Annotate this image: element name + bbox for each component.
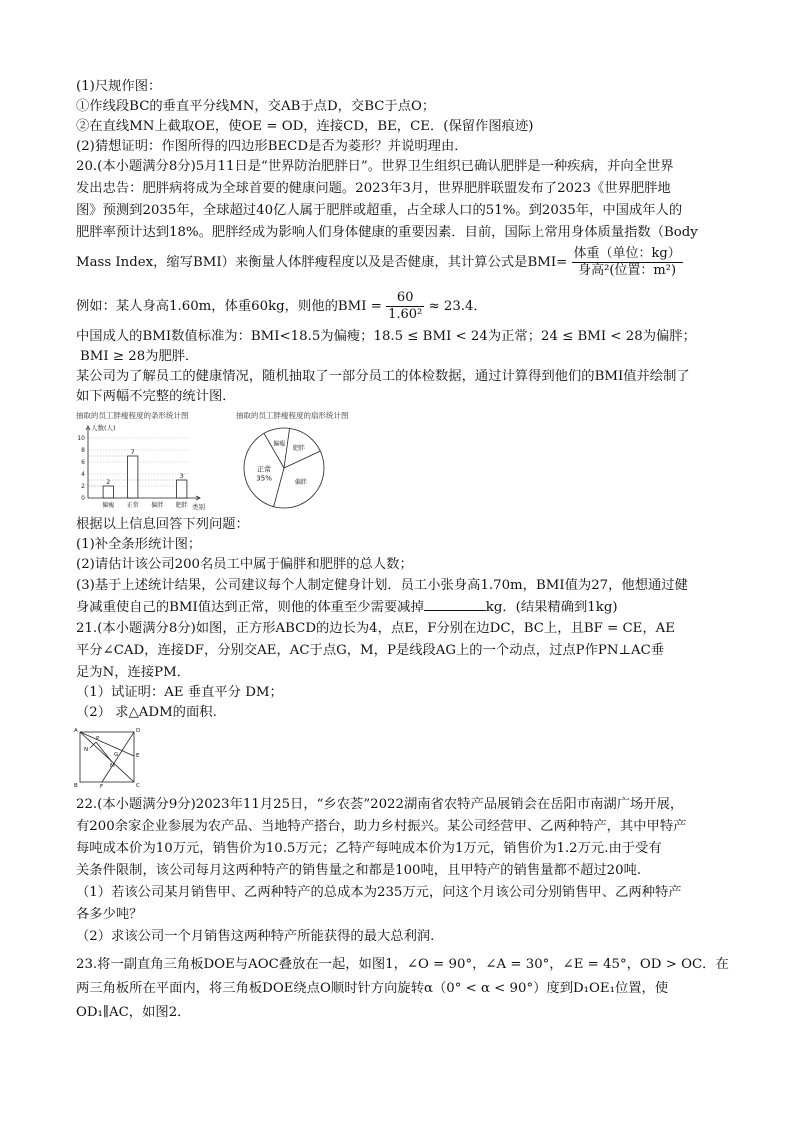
bar-x-axis-label: 类别 [192, 503, 205, 511]
q20-q3-text: 身减重使自己的BMI值达到正常，则他的体重至少需要减掉 [76, 600, 424, 615]
q21-part1: （1）试证明：AE 垂直平分 DM； [76, 685, 283, 700]
point-label-c: C [136, 783, 140, 788]
pie-slice-label: 偏胖 [294, 479, 307, 487]
point-label-d: D [136, 728, 141, 734]
q22-line3: 每吨成本价为10万元，销售价为10.5万元；乙特产每吨成本价为1万元，销售价为1.2万元.由于受有 [76, 841, 662, 856]
q21-line3: 足为N，连接PM． [76, 665, 190, 680]
q20-bmi-formula [76, 246, 683, 279]
bmi-fraction-denominator: 身高²(位置：m²) [578, 263, 677, 278]
bar-category-label: 肥胖 [175, 502, 188, 509]
q20-questions: 根据以上信息回答下列问题： [76, 517, 249, 532]
q22-part2: （2）求该公司一个月销售这两种特产所能获得的最大总利润. [76, 929, 435, 944]
q21-line2: 平分∠CAD，连接DF，分别交AE，AC于点G，M，P是线段AG上的一个动点，过点P作PN⊥AC垂 [76, 643, 665, 658]
bar-1 [128, 456, 138, 498]
point-label-b: B [74, 783, 78, 788]
bar-chart [76, 420, 216, 515]
q19-part1: (1)尺规作图： [76, 79, 162, 94]
q20-q3: (3)基于上述统计结果，公司建议每个人制定健身计划．员工小张身高1.70m，BMI值为27，他想通过健 [76, 578, 688, 593]
q22-line1: 22.(本小题满分9分)2023年11月25日，“乡农荟”2022湖南省农特产品展销会在岳阳市南湖广场开展， [76, 797, 684, 812]
bar-chart-caption: 抽取的员工胖瘦程度的条形统计图 [76, 411, 189, 420]
q21-part2: （2） 求△ADM的面积. [76, 705, 217, 720]
bar-value-label: 2 [106, 478, 111, 486]
point-label-e: E [136, 753, 140, 759]
q20-standard: 中国成人的BMI数值标准为：BMI<18.5为偏瘦；18.5 ≤ BMI < 24为正常；24 ≤ BMI < 28为偏胖； [76, 329, 696, 344]
q19-part2: (2)猜想证明：作图所得的四边形BECD是否为菱形？并说明理由． [76, 139, 468, 154]
q20-example-result: ≈ 23.4． [428, 299, 487, 314]
q22-part1: （1）若该公司某月销售甲、乙两种特产的总成本为235万元，问这个月该公司分别销售甲、乙两种特产 [76, 885, 682, 900]
q20-survey: 某公司为了解员工的健康情况，随机抽取了一部分员工的体检数据，通过计算得到他们的BMI值并绘制了 [76, 369, 690, 384]
pie-slice-label: 肥胖 [292, 445, 305, 453]
q20-standard-2: BMI ≥ 28为肥胖． [80, 349, 199, 364]
q20-line3: 图》预测到2035年，全球超过40亿人属于肥胖或超重，占全球人口的51%。到2035年，中国成年人的 [76, 203, 683, 218]
bar-category-label: 偏瘦 [102, 502, 115, 509]
q20-line2: 发出忠告：肥胖病将成为全球首要的健康问题。2023年3月，世界肥胖联盟发布了2023《世界肥胖地 [76, 181, 671, 196]
point-label-f: F [100, 784, 104, 788]
q21-line1: 21.(本小题满分8分)如图，正方形ABCD的边长为4，点E，F分别在边DC，BC上，且BF = CE，AE [76, 621, 675, 636]
pie-percent-label: 35% [256, 474, 272, 483]
point-label-m: M [110, 763, 115, 769]
q19-step1: ①作线段BC的垂直平分线MN，交AB于点D，交BC于点O； [76, 99, 436, 114]
q23-line3: OD₁∥AC，如图2． [76, 1005, 191, 1020]
q20-q2: (2)请估计该公司200名员工中属于偏胖和肥胖的总人数； [76, 557, 413, 572]
bar-y-tick-label: 6 [81, 459, 85, 466]
pie-chart-caption: 抽取的员工胖瘦程度的扇形统计图 [236, 411, 349, 420]
example-fraction-numerator: 60 [386, 290, 424, 307]
bmi-fraction-numerator: 体重（单位：kg） [573, 246, 681, 261]
bar-y-tick-label: 10 [77, 435, 85, 442]
q20-q3-unit: kg．(结果精确到1kg) [485, 600, 618, 615]
pie-slice-label: 正常 [257, 465, 272, 474]
bar-y-axis-label: 人数(人) [91, 424, 116, 432]
q20-line1: 20.(本小题满分8分)5月11日是“世界防治肥胖日”。世界卫生组织已确认肥胖是一种疾病，并向全世界 [76, 159, 674, 174]
example-fraction-denominator: 1.60² [388, 307, 423, 322]
point-label-p: P [96, 736, 100, 742]
bmi-fraction [572, 246, 683, 279]
bar-category-label: 正常 [126, 502, 139, 509]
q20-survey-2: 如下两幅不完整的统计图． [76, 389, 236, 404]
q23-line2: 两三角板所在平面内，将三角板DOE绕点O顺时针方向旋转α（0° < α < 90°）度到D₁OE₁位置，使 [76, 981, 669, 996]
q22-part1-2: 各多少吨？ [76, 907, 143, 922]
bar-y-tick-label: 2 [81, 483, 85, 490]
q20-example-text: 例如：某人身高1.60m，体重60kg，则他的BMI = [76, 299, 382, 314]
bar-3 [177, 480, 187, 498]
square-geometry-figure [74, 726, 146, 788]
point-label-g: G [114, 752, 119, 758]
bar-0 [103, 486, 113, 498]
bar-value-label: 3 [179, 472, 184, 480]
q22-line2: 有200余家企业参展为农产品、当地特产搭台，助力乡村振兴。某公司经营甲、乙两种特产，其中甲特产 [76, 819, 687, 834]
pie-chart [240, 424, 330, 512]
bar-y-tick-label: 4 [81, 471, 85, 478]
bar-category-label: 偏胖 [151, 502, 164, 509]
q20-line4: 肥胖率预计达到18%。肥胖经成为影响人们身体健康的重要因素．目前，国际上常用身体质量指数（Body [76, 225, 698, 240]
q20-q1: (1)补全条形统计图； [76, 537, 202, 552]
point-label-n: N [84, 747, 89, 753]
example-fraction [386, 290, 424, 323]
bar-value-label: 7 [130, 448, 135, 456]
q20-formula-text: Mass Index，缩写BMI）来衡量人体胖瘦程度以及是否健康，其计算公式是BMI= [76, 255, 568, 270]
q19-step2: ②在直线MN上截取OE，使OE = OD，连接CD，BE，CE．(保留作图痕迹) [76, 119, 534, 134]
q20-q3-2 [76, 598, 618, 617]
bar-y-tick-label: 0 [81, 495, 85, 502]
q23-line1: 23.将一副直角三角板DOE与AOC叠放在一起，如图1，∠O = 90°，∠A = 30°，∠E = 45°，OD > OC．在 [76, 957, 729, 972]
pie-slice-label: 偏瘦 [273, 440, 286, 448]
q22-line4: 关条件限制，该公司每月这两种特产的销售量之和都是100吨，且甲特产的销售量都不超过20吨. [76, 863, 642, 878]
answer-blank [424, 598, 486, 611]
bar-y-tick-label: 8 [81, 447, 85, 454]
point-label-a: A [74, 728, 78, 734]
q20-example [76, 290, 487, 323]
